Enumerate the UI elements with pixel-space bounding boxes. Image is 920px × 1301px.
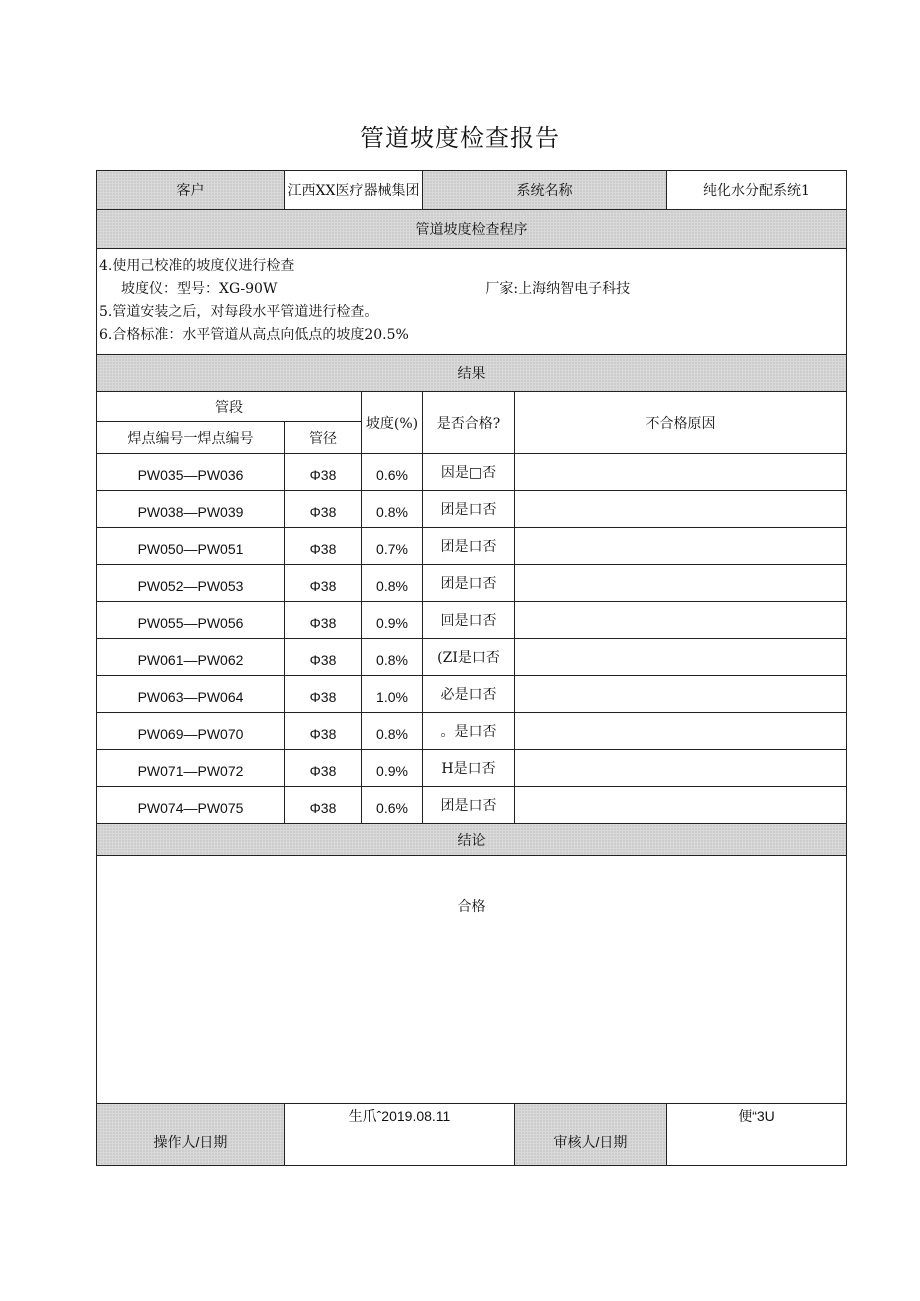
segment-cell: PW035—PW036: [97, 454, 285, 491]
pass-cell: H是口否: [423, 750, 515, 787]
system-name-value: 纯化水分配系统1: [667, 171, 847, 210]
segment-cell: PW050—PW051: [97, 528, 285, 565]
reviewer-signature-date: 便“3U: [738, 1108, 775, 1124]
procedure-heading: 管道坡度检查程序: [97, 210, 847, 249]
results-header-row-1: [97, 392, 847, 422]
slope-cell: 0.6%: [362, 454, 423, 491]
pass-header: 是否合格?: [423, 392, 515, 454]
conclusion-value: 合格: [457, 899, 486, 915]
reason-cell: [515, 750, 847, 787]
pass-cell: 。是口否: [423, 713, 515, 750]
segment-cell: PW071—PW072: [97, 750, 285, 787]
diameter-cell: Φ38: [285, 750, 362, 787]
diameter-cell: Φ38: [285, 602, 362, 639]
diameter-cell: Φ38: [285, 639, 362, 676]
segment-cell: PW052—PW053: [97, 565, 285, 602]
table-row: [97, 787, 847, 824]
signature-row: [97, 1104, 847, 1166]
reason-cell: [515, 713, 847, 750]
pass-cell: 团是口否: [423, 528, 515, 565]
procedure-step-5: 5.管道安装之后，对每段水平管道进行检查。: [99, 304, 379, 320]
segment-cell: PW055—PW056: [97, 602, 285, 639]
operator-signature-date: 生爪ˆ2019.08.11: [348, 1108, 451, 1124]
customer-label: 客户: [97, 171, 285, 210]
results-heading: 结果: [97, 355, 847, 392]
reason-cell: [515, 639, 847, 676]
reason-cell: [515, 454, 847, 491]
reason-cell: [515, 565, 847, 602]
segment-header: 管段: [97, 392, 362, 422]
operator-value: [285, 1104, 515, 1166]
diameter-header: 管径: [285, 422, 362, 454]
reason-header: 不合格原因: [515, 392, 847, 454]
page-title: 管道坡度检查报告: [360, 124, 560, 152]
slope-cell: 0.8%: [362, 565, 423, 602]
segment-cell: PW061—PW062: [97, 639, 285, 676]
pass-cell: 必是口否: [423, 676, 515, 713]
pass-cell: 回是口否: [423, 602, 515, 639]
slope-cell: 1.0%: [362, 676, 423, 713]
table-row: [97, 602, 847, 639]
table-row: [97, 639, 847, 676]
diameter-cell: Φ38: [285, 676, 362, 713]
segment-cell: PW074—PW075: [97, 787, 285, 824]
segment-cell: PW069—PW070: [97, 713, 285, 750]
reviewer-label: 审核人/日期: [515, 1104, 667, 1166]
slope-cell: 0.9%: [362, 602, 423, 639]
pass-cell: 团是口否: [423, 491, 515, 528]
header-row: [97, 171, 847, 210]
slope-header: 坡度(%): [362, 392, 423, 454]
table-row: [97, 454, 847, 491]
diameter-cell: Φ38: [285, 565, 362, 602]
diameter-cell: Φ38: [285, 787, 362, 824]
slope-cell: 0.7%: [362, 528, 423, 565]
pass-cell: 因是□否: [423, 454, 515, 491]
procedure-manufacturer: 厂家:上海纳智电子科技: [485, 281, 631, 297]
slope-cell: 0.9%: [362, 750, 423, 787]
reviewer-value: [667, 1104, 847, 1166]
diameter-cell: Φ38: [285, 528, 362, 565]
segment-cell: PW038—PW039: [97, 491, 285, 528]
slope-cell: 0.8%: [362, 491, 423, 528]
procedure-step-6: 6.合格标准：水平管道从高点向低点的坡度20.5%: [99, 327, 409, 343]
reason-cell: [515, 676, 847, 713]
reason-cell: [515, 528, 847, 565]
diameter-cell: Φ38: [285, 454, 362, 491]
segment-cell: PW063—PW064: [97, 676, 285, 713]
conclusion-heading: 结论: [97, 824, 847, 856]
table-row: [97, 528, 847, 565]
table-row: [97, 565, 847, 602]
pass-cell: (ZI是口否: [423, 639, 515, 676]
slope-cell: 0.8%: [362, 639, 423, 676]
table-row: [97, 713, 847, 750]
weld-number-header: 焊点编号一焊点编号: [97, 422, 285, 454]
pass-cell: 团是口否: [423, 565, 515, 602]
slope-cell: 0.8%: [362, 713, 423, 750]
reason-cell: [515, 491, 847, 528]
table-row: [97, 676, 847, 713]
table-row: [97, 491, 847, 528]
diameter-cell: Φ38: [285, 491, 362, 528]
system-name-label: 系统名称: [423, 171, 667, 210]
reason-cell: [515, 602, 847, 639]
operator-label: 操作人/日期: [97, 1104, 285, 1166]
procedure-body: [97, 249, 847, 355]
slope-cell: 0.6%: [362, 787, 423, 824]
procedure-step-4: 4.使用己校准的坡度仪进行检查: [99, 258, 295, 274]
diameter-cell: Φ38: [285, 713, 362, 750]
procedure-instrument: 坡度仪：型号：XG-90W: [121, 281, 278, 297]
inspection-report-table: [96, 170, 847, 1166]
pass-cell: 团是口否: [423, 787, 515, 824]
reason-cell: [515, 787, 847, 824]
customer-value: 江西XX医疗器械集团: [285, 171, 423, 210]
table-row: [97, 750, 847, 787]
conclusion-body: [97, 856, 847, 1104]
